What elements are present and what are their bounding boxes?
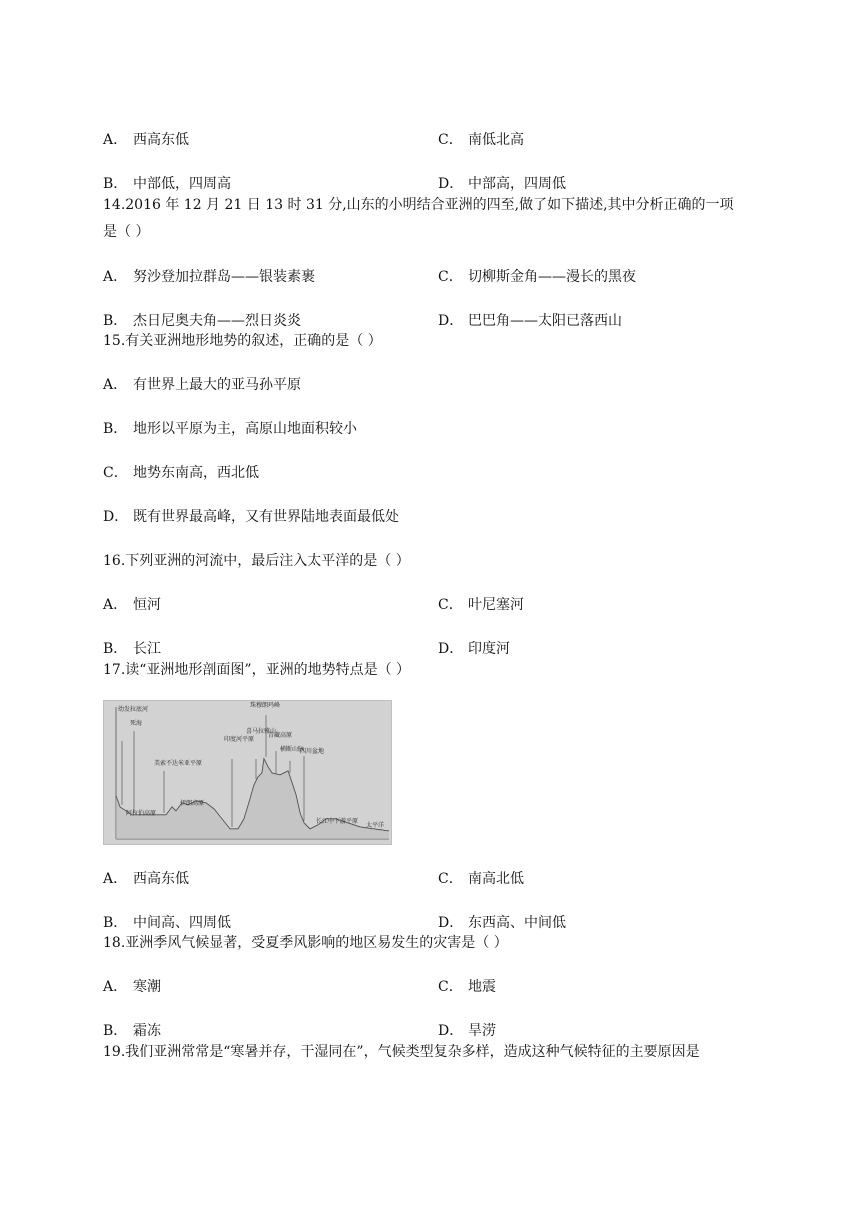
option-letter: C．	[438, 979, 463, 995]
option-letter: C．	[438, 597, 463, 613]
profile-label: 死海	[130, 720, 143, 727]
option-letter: D．	[438, 915, 464, 931]
q13-option-b[interactable]	[103, 175, 231, 193]
option-text: 切柳斯金角——漫长的黑夜	[468, 269, 636, 285]
q18-option-c[interactable]	[438, 978, 496, 996]
option-text: 地势东南高，西北低	[133, 465, 259, 481]
option-text: 西高东低	[133, 871, 189, 887]
q14-option-b[interactable]	[103, 312, 301, 330]
q13-option-d[interactable]	[438, 175, 566, 193]
option-text: 恒河	[133, 597, 161, 613]
option-letter: C．	[103, 465, 128, 481]
option-text: 地形以平原为主，高原山地面积较小	[133, 421, 357, 437]
profile-label: 长江中下游平原	[316, 818, 359, 825]
profile-label: 四川盆地	[300, 748, 325, 755]
option-text: 旱涝	[468, 1023, 496, 1039]
option-text: 长江	[133, 641, 161, 657]
q19-stem: 19.我们亚洲常常是“寒暑并存，干湿同在”，气候类型复杂多样，造成这种气候特征的主要原因是	[103, 1044, 700, 1060]
q15-option-b[interactable]	[103, 420, 357, 438]
option-letter: C．	[438, 269, 463, 285]
option-text: 西高东低	[133, 132, 189, 148]
option-letter: B．	[103, 176, 128, 192]
profile-label: 青藏高原	[268, 732, 293, 739]
option-letter: B．	[103, 641, 128, 657]
q17-option-a[interactable]	[103, 870, 189, 888]
option-letter: B．	[103, 421, 128, 437]
profile-label: 幼发拉底河	[118, 706, 149, 713]
q15-option-d[interactable]	[103, 508, 399, 526]
option-letter: A．	[103, 979, 128, 995]
option-letter: A．	[103, 871, 128, 887]
q15-option-a[interactable]	[103, 376, 301, 394]
q14-stem: 14.2016 年 12 月 21 日 13 时 31 分,山东的小明结合亚洲的四至,做了如下描述,其中分析正确的一项	[103, 197, 734, 213]
q13-option-a[interactable]	[103, 131, 189, 149]
option-letter: B．	[103, 313, 128, 329]
option-text: 东西高、中间低	[468, 915, 566, 931]
option-text: 巴巴角——太阳已落西山	[468, 313, 622, 329]
q16-stem: 16.下列亚洲的河流中，最后注入太平洋的是（ ）	[103, 553, 410, 569]
terrain-fill	[116, 759, 389, 839]
profile-label: 伊朗高原	[180, 800, 205, 807]
q16-option-d[interactable]	[438, 640, 510, 658]
q16-option-c[interactable]	[438, 596, 524, 614]
q17-option-b[interactable]	[103, 914, 231, 932]
profile-label: 印度河平原	[224, 736, 255, 743]
option-text: 印度河	[468, 641, 510, 657]
q15-option-c[interactable]	[103, 464, 259, 482]
q15-stem: 15.有关亚洲地形地势的叙述，正确的是（ ）	[103, 333, 382, 349]
profile-label: 横断山脉	[280, 746, 305, 753]
option-text: 有世界上最大的亚马孙平原	[133, 377, 301, 393]
option-letter: C．	[438, 132, 463, 148]
option-letter: D．	[438, 176, 464, 192]
q18-option-d[interactable]	[438, 1022, 496, 1040]
q16-option-a[interactable]	[103, 596, 161, 614]
option-letter: D．	[103, 509, 129, 525]
terrain-profile-svg	[104, 701, 391, 844]
q16-option-b[interactable]	[103, 640, 161, 658]
profile-label: 珠穆朗玛峰	[250, 702, 281, 709]
option-letter: A．	[103, 269, 128, 285]
q17-option-d[interactable]	[438, 914, 566, 932]
option-text: 中间高、四周低	[133, 915, 231, 931]
option-text: 地震	[468, 979, 496, 995]
profile-label: 美索不达米亚平原	[154, 760, 203, 767]
option-letter: D．	[438, 641, 464, 657]
q17-option-c[interactable]	[438, 870, 524, 888]
q18-option-b[interactable]	[103, 1022, 161, 1040]
option-text: 中部高，四周低	[468, 176, 566, 192]
q14-stem-cont: 是（ ）	[103, 224, 150, 240]
option-letter: D．	[438, 1023, 464, 1039]
option-letter: D．	[438, 313, 464, 329]
option-text: 努沙登加拉群岛——银装素裹	[133, 269, 315, 285]
q14-option-c[interactable]	[438, 268, 636, 286]
q13-option-c[interactable]	[438, 131, 524, 149]
option-letter: C．	[438, 871, 463, 887]
option-letter: B．	[103, 1023, 128, 1039]
q18-stem: 18.亚洲季风气候显著，受夏季风影响的地区易发生的灾害是（ ）	[103, 935, 508, 951]
option-text: 中部低，四周高	[133, 176, 231, 192]
q14-option-a[interactable]	[103, 268, 315, 286]
option-text: 南低北高	[468, 132, 524, 148]
profile-label: 阿拉伯高原	[126, 810, 157, 817]
terrain-profile-figure	[103, 700, 392, 845]
profile-label: 太平洋	[366, 822, 385, 829]
option-text: 叶尼塞河	[468, 597, 524, 613]
profile-label: 喜马拉雅山	[246, 728, 277, 735]
option-text: 既有世界最高峰，又有世界陆地表面最低处	[133, 509, 399, 525]
option-text: 杰日尼奥夫角——烈日炎炎	[133, 313, 301, 329]
option-letter: B．	[103, 915, 128, 931]
option-text: 南高北低	[468, 871, 524, 887]
q17-stem: 17.读“亚洲地形剖面图”，亚洲的地势特点是（ ）	[103, 662, 411, 678]
q18-option-a[interactable]	[103, 978, 161, 996]
option-text: 寒潮	[133, 979, 161, 995]
q14-option-d[interactable]	[438, 312, 622, 330]
option-letter: A．	[103, 132, 128, 148]
option-text: 霜冻	[133, 1023, 161, 1039]
option-letter: A．	[103, 377, 128, 393]
option-letter: A．	[103, 597, 128, 613]
